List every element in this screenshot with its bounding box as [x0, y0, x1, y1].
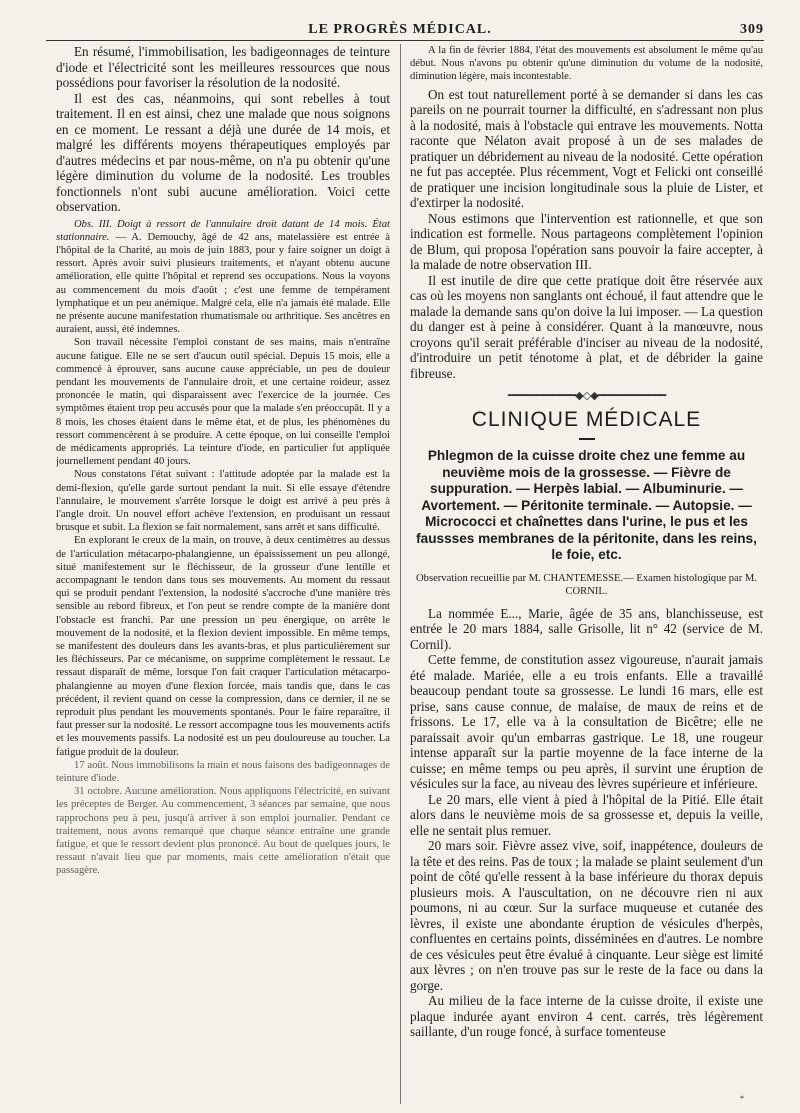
paragraph: Cette femme, de constitution assez vigoureuse, n'aurait jamais été malade. Mariée, elle a eu trois enfants. Elle a travaillé beaucoup pendant toute sa grossesse. Le lundi 16 mars, elle est prise, sans cause connue, de malaise, de maux de reins et de frissons. Le 17, elle va à la consultation de Bicêtre; elle ne paraissait avoir qu'un embarras gastrique. Le 18, une rougeur intense apparaît sur la partie moyenne de la face interne de la cuisse; en même temps ou peu après, il survint une éruption de vésicules sur la face, au niveau des lèvres supérieure et inférieure. [410, 652, 763, 792]
paragraph: En explorant le creux de la main, on trouve, à deux centimètres au dessus de l'articulation métacarpo-phalangienne, un épaississement un peu allongé, situé manifestement sur le fléchisseur, de la grosseur d'une lentille et accompagnant le tendon dans tous ses mouvements. Au moment du ressaut qui se produit pendant l'extension, la nodosité s'accroche d'une manière très sensible au rebord fibreux, et l'on peut se rendre compte de la manière dont l'obstacle est franchi. Par une pression un peu énergique, on arrête le mouvement de la nodosité, et la flexion devient impossible. En même temps, se manifestent des douleurs dans les avants-bras, et plus particulièrement sur les fléchisseurs. Par ce mécanisme, on supprime complètement le ressaut. Le ressaut disparaît de même, lorsque l'on fait craquer l'articulation métacarpo-phalangienne au moyen d'une flexion forcée, mais tandis que, dans le cas précédent, il revient quand on cesse la compression, dans ce dernier, il ne se reproduit plus pendant les mouvements spontanés. Pour le faire reparaître, il faut presser sur la nodosité. Le ressort accompagne tous les mouvements actifs et les mouvements passifs. La nodosité est un peu douloureuse au toucher. La fatigue produit de la douleur. [56, 535, 390, 758]
paragraph: En résumé, l'immobilisation, les badigeonnages de teinture d'iode et l'électricité sont les meilleures ressources que nous possédions pour favoriser la résolution de la nodosité. [56, 44, 390, 90]
paragraph: Au milieu de la face interne de la cuisse droite, il existe une plaque indurée ayant environ 4 cent. carrés, très légèrement saillante, d'un rouge foncé, à surface tomenteuse [410, 993, 763, 1040]
right-column [410, 44, 763, 1104]
paragraph: Il est inutile de dire que cette pratique doit être réservée aux cas où les moyens non sanglants ont échoué, il faut attendre que le malade la demande sans qu'on doive la lui imposer. — La question du danger est à peine à considérer. Quant à la manœuvre, nous croyons qu'il serait préférable d'inciser au niveau de la nodosité, d'introduire un petit ténotome à plat, et de débrider la gaine fibreuse. [410, 272, 763, 381]
footer-mark: * [740, 1094, 744, 1103]
column-divider [400, 44, 401, 1104]
paragraph: 20 mars soir. Fièvre assez vive, soif, inappétence, douleurs de la tête et des reins. Pas de toux ; la malade se plaint seulement d'un point de côté qu'elle ressent à la base inférieure du thorax depuis plusieurs mois. A l'auscultation, on ne découvre rien ni aux poumons, ni au cœur. Sur la surface muqueuse et cutanée des lèvres, il existe une abondante éruption de vésicules d'herpès, confluentes en certains points, disséminées en d'autres. Le nombre de ces vésicules peut être évalué à cinquante. Leur siège est limité aux lèvres ; on n'en trouve pas sur le reste de la face ou dans la gorge. [410, 838, 763, 993]
paragraph: Le 20 mars, elle vient à pied à l'hôpital de la Pitié. Elle était alors dans le neuvième mois de sa grossesse et, depuis la veille, elle ne sentait plus remuer. [410, 791, 763, 838]
paragraph: Nous constatons l'état suivant : l'attitude adoptée par la malade est la demi-flexion, qu'elle garde surtout pendant la nuit. Si elle essaye d'étendre l'annulaire, le mouvement s'arrête lorsque le doigt est arrivé à peu près à l'angle droit. Un nouvel effort achève l'extension, en produisant un ressaut brusque et subit. La flexion se fait normalement, sans arrêt et sans difficulté. [56, 469, 390, 534]
observation-heading: Obs. III. Doigt à ressort de l'annulaire droit datant de 14 mois. État stationnaire. [56, 218, 390, 243]
paragraph: Il est des cas, néanmoins, qui sont rebelles à tout traitement. Il en est ainsi, chez une malade que nous soignons en ce moment. Le ressant a déjà une durée de 14 mois, et malgré les différents moyens thérapeutiques employés par d'autres médecins et par nous-même, on n'a pu obtenir qu'une légère diminution du volume de la nodosité. Les troubles fonctionnels n'ont subi aucune amélioration. Voici cette observation. [56, 90, 390, 214]
article-title: Phlegmon de la cuisse droite chez une femme au neuvième mois de la grossesse. — Fièvre de suppuration. — Herpès labial. — Albuminurie. — Avortement. — Péritonite terminale. — Autopsie. — Micrococci et chaînettes dans l'urine, le pus et les faussses membranes de la péritonite, dans les reins, le foie, etc. [416, 448, 757, 563]
section-title: CLINIQUE MÉDICALE [471, 408, 702, 432]
observation-text: — A. Demouchy, âgé de 42 ans, matelassière est entrée à l'hôpital de la Charité, au mois de juin 1883, pour y faire soigner un doigt à ressort. Après avoir suivi plusieurs traitements, et n'ayant obtenu aucune amélioration, elle quitte l'hôpital et reprend ses occupations. Nous la voyons au commencement du mois d'août ; c'est une femme de tempérament lymphatique et un peu anémique. Malgré cela, elle n'a jamais été malade. Elle ne présente aucune manifestation rhumatismale ou arthritique. Ses ancêtres en auraient, aussi, été indemnes. [56, 231, 390, 336]
running-header [0, 22, 800, 38]
left-column [56, 44, 390, 1104]
paragraph: A la fin de février 1884, l'état des mouvements est absolument le même qu'au début. Nous n'avons pu obtenir qu'une diminution du volume de la nodosité, diminution légère, mais incontestable. [410, 45, 763, 83]
paragraph: Son travail nécessite l'emploi constant de ses mains, mais n'entraîne aucune fatigue. Elle ne se sert d'aucun outil spécial. Depuis 15 mois, elle a commencé à éprouver, sans aucune cause appréciable, un peu de douleur pendant les mouvements de l'annulaire droit, et une certaine roideur, assez prononcée le matin, qui disparaissent avec l'exercice de la journée. Ces symptômes étaient trop peu accusés pour que la malade s'en préoccupât. Il y a 8 mois, les choses étaient dans le même état, et de plus, les phénomènes du ressort commencèrent à se produire. A cette époque, on lui conseille l'emploi de médicaments appropriés. La teinture d'iode, en particulier fut appliquée journellement pendant 40 jours. [56, 337, 390, 468]
journal-title: LE PROGRÈS MÉDICAL. [308, 22, 492, 37]
paragraph: Nous estimons que l'intervention est rationnelle, et que son indication est formelle. Nous partageons complètement l'opinion de Blum, qui proposa l'opération sans pouvoir la faire accepter, à la malade de notre observation III. [410, 210, 763, 273]
paragraph: 17 août. Nous immobilisons la main et nous faisons des badigeonnages de teinture d'iode. [56, 759, 390, 785]
section-rule [579, 438, 595, 440]
observation-paragraph [56, 218, 390, 337]
observation-credit: Observation recueillie par M. CHANTEMESSE.— Examen histologique par M. CORNIL. [416, 572, 757, 597]
paragraph: 31 octobre. Aucune amélioration. Nous appliquons l'électricité, en suivant les préceptes de Berger. Au commencement, 3 séances par semaine, que nous rapprochons peu à peu, jusqu'à arriver à son emploi journalier. Pendant ce traitement, nous avons remarqué que chaque séance entraîne une grande fatigue, et que le ressort devient plus prononcé. Au bout de quelques jours, le ressaut n'avait lieu que par moments, mais cette amélioration n'était que passagère. [56, 786, 390, 877]
paragraph: On est tout naturellement porté à se demander si dans les cas pareils on ne pourrait tourner la difficulté, en s'adressant non plus à la nodosité, mais à l'obstacle qui entrave les mouvements. Notta raconte que Nélaton avait proposé à un de ses malades de pratiquer un débridement au niveau de la nodosité. Cette opération ne fut pas acceptée. Plus récemment, Vogt et Felicki ont conseillé de pratiquer une incision longitudinale sous la pluie de Lister, et d'extirper la nodosité. [410, 86, 763, 211]
paragraph: La nommée E..., Marie, âgée de 35 ans, blanchisseuse, est entrée le 20 mars 1884, salle Grisolle, lit n° 42 (service de M. Cornil). [410, 605, 763, 652]
page-number: 309 [740, 22, 764, 37]
header-rule [46, 40, 764, 41]
ornament-divider: ━━━━━━━━━━━━◆◇◆━━━━━━━━━━━━ [507, 390, 666, 403]
